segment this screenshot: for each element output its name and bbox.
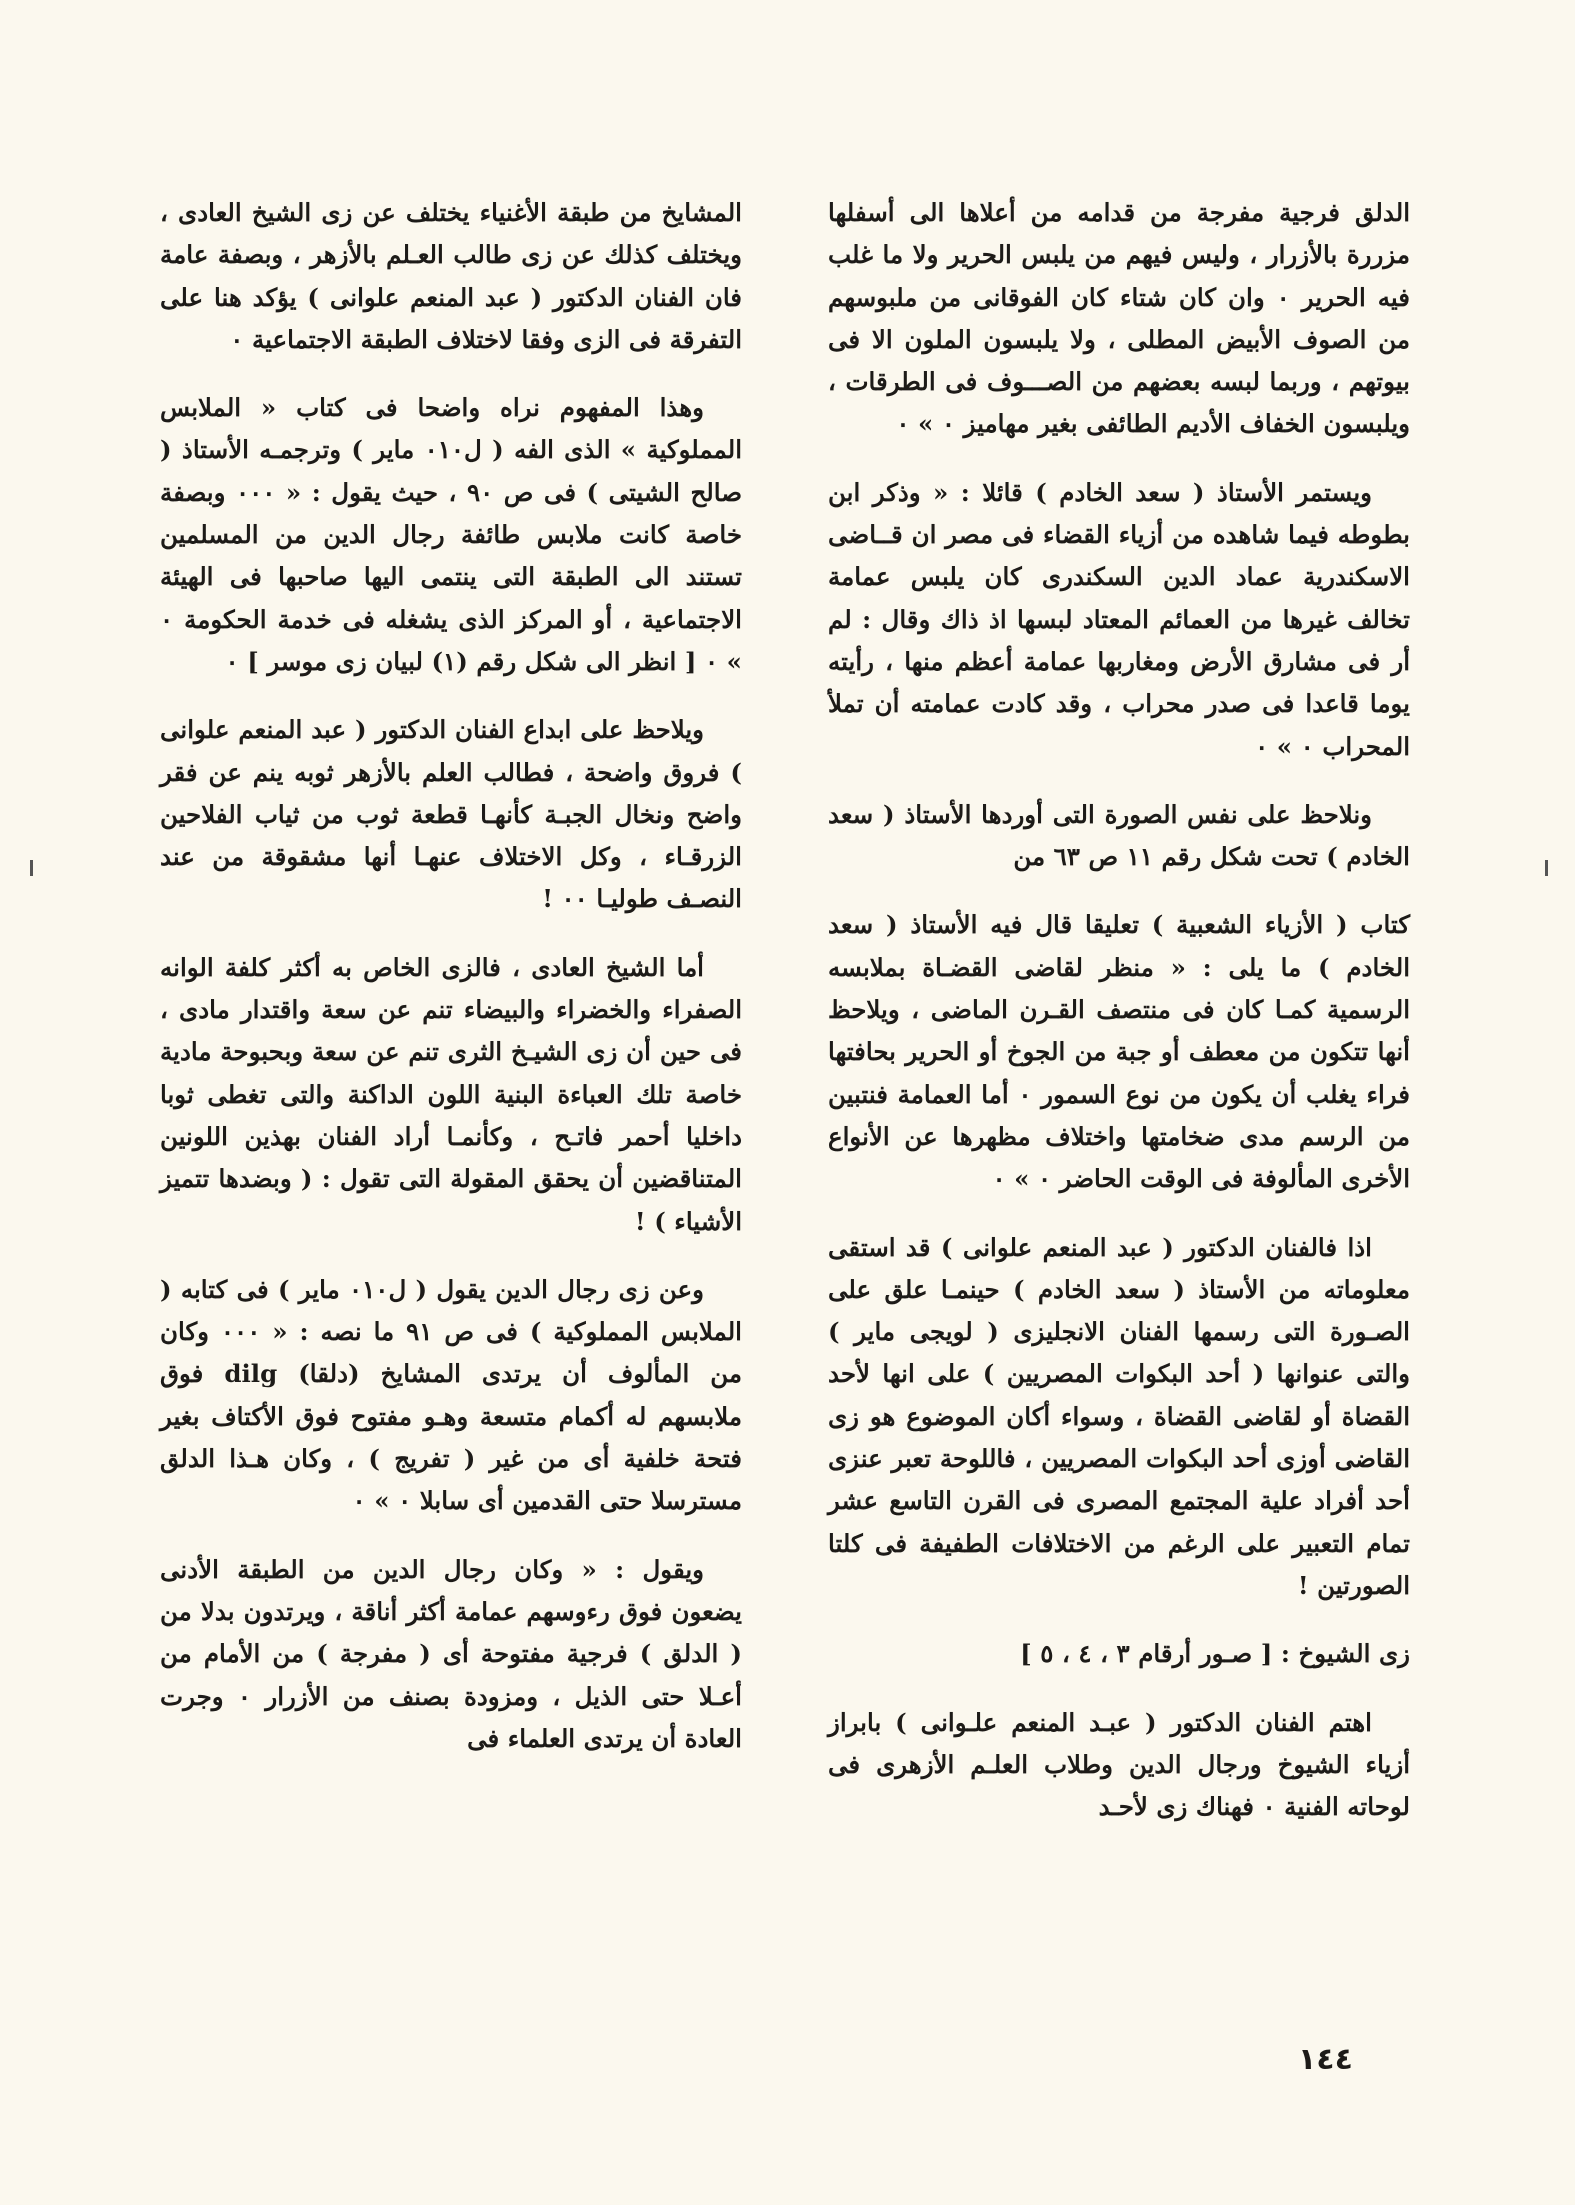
paragraph: ويقول : « وكان رجال الدين من الطبقة الأدنى يضعون فوق رءوسهم عمامة أكثر أناقة ، ويرتدون بدلا من ( الدلق ) فرجية مفتوحة أى ( مفرجة ) من الأمام من أعـلا حتى الذيل ، ومزودة بصنف من الأزرار ٠ وجرت العادة أن يرتدى العلماء فى [160, 1554, 742, 1753]
paragraph: أما الشيخ العادى ، فالزى الخاص به أكثر كلفة الوانه الصفراء والخضراء والبيضاء تنم عن سعة واقتدار مادى ، فى حين أن زى الشيـخ الثرى تنم عن سعة وبحبوحة مادية خاصة تلك العباءة البنية اللون الداكنة والتى تغطى ثوبا داخليا أحمر فاتـح ، وكأنمـا أراد الفنان بهذين اللونين المتناقضين أن يحقق المقولة التى تقول : ( وبضدها تتميز الأشياء ) ! [160, 952, 742, 1236]
paragraph: اهتم الفنان الدكتور ( عبـد المنعم علـوانى ) بابراز أزياء الشيوخ ورجال الدين وطلاب العلـم الأزهرى فى لوحاته الفنية ٠ فهناك زى لأحـد [828, 1707, 1410, 1822]
left-column [160, 192, 742, 1786]
paragraph: ويلاحظ على ابداع الفنان الدكتور ( عبد المنعم علوانى ) فروق واضحة ، فطالب العلم بالأزهر ثوبه ينم عن فقر واضح ونخال الجبـة كأنهـا قطعة ثوب من ثياب الفلاحين الزرقـاء ، وكل الاختلاف عنهـا أنها مشقوقة من عند النصـف طوليـا ٠٠ ! [160, 715, 742, 914]
paragraph: اذا فالفنان الدكتور ( عبد المنعم علوانى ) قد استقى معلوماته من الأستاذ ( سعد الخادم ) حينمـا علق على الصـورة التى رسمها الفنان الانجليزى ( لويجى ماير ) والتى عنوانها ( أحد البكوات المصريين ) على انها لأحد القضاة أو لقاضى القضاة ، وسواء أكان الموضوع هو زى القاضى أوزى أحد البكوات المصريين ، فاللوحة تعبر عنزى أحد أفراد علية المجتمع المصرى فى القرن التاسع عشر تمام التعبير على الرغم من الاختلافات الطفيفة فى كلتا الصورتين ! [828, 1232, 1410, 1600]
paragraph: وعن زى رجال الدين يقول ( ل٠١٠ ماير ) فى كتابه ( الملابس المملوكية ) فى ص ٩١ ما نصه : « ٠٠٠ وكان من المألوف أن يرتدى المشايخ (دلقا) dilg فوق ملابسهم له أكمام متسعة وهـو مفتوح فوق الأكتاف بغير فتحة خلفية أى من غير ( تفريج ) ، وكان هـذا الدلق مسترسلا حتى القدمين أى سابلا ٠ » ٠ [160, 1274, 742, 1516]
paragraph: المشايخ من طبقة الأغنياء يختلف عن زى الشيخ العادى ، ويختلف كذلك عن زى طالب العـلم بالأزهر ، وبصفة عامة فان الفنان الدكتور ( عبد المنعم علوانى ) يؤكد هنا على التفرقة فى الزى وفقا لاختلاف الطبقة الاجتماعية ٠ [160, 198, 742, 354]
margin-mark [1545, 860, 1548, 876]
right-column [828, 192, 1410, 1854]
page-number: ١٤٤ [1298, 2042, 1353, 2077]
paragraph: كتاب ( الأزياء الشعبية ) تعليقا قال فيه الأستاذ ( سعد الخادم ) ما يلى : « منظر لقاضى القضـاة بملابسه الرسمية كمـا كان فى منتصف القـرن الماضى ، ويلاحظ أنها تتكون من معطف أو جبة من الجوخ أو الحرير بحافتها فراء يغلب أن يكون من نوع السمور ٠ أما العمامة فنتبين من الرسم مدى ضخامتها واختلاف مظهرها عن الأنواع الأخرى المألوفة فى الوقت الحاضر ٠ » ٠ [828, 910, 1410, 1194]
paragraph: ونلاحظ على نفس الصورة التى أوردها الأستاذ ( سعد الخادم ) تحت شكل رقم ١١ ص ٦٣ من [828, 799, 1410, 872]
margin-mark [30, 860, 33, 876]
section-heading: زى الشيوخ : [ صـور أرقام ٣ ، ٤ ، ٥ ] [1020, 1639, 1410, 1669]
paragraph: الدلق فرجية مفرجة من قدامه من أعلاها الى أسفلها مزررة بالأزرار ، وليس فيهم من يلبس الحرير ولا ما غلب فيه الحرير ٠ وان كان شتاء كان الفوقانى من ملبوسهم من الصوف الأبيض المطلى ، ولا يلبسون الملون الا فى بيوتهم ، وربما لبسه بعضهم من الصـــوف فى الطرقات ، ويلبسون الخفاف الأديم الطائفى بغير مهاميز ٠ » ٠ [828, 198, 1410, 439]
paragraph: ويستمر الأستاذ ( سعد الخادم ) قائلا : « وذكر ابن بطوطه فيما شاهده من أزياء القضاء فى مصر ان قــاضى الاسكندرية عماد الدين السكندرى كان يلبس عمامة تخالف غيرها من العمائم المعتاد لبسها اذ ذاك وقال : لم أر فى مشارق الأرض ومغاربها عمامة أعظم منها ، رأيته يوما قاعدا فى صدر محراب ، وقد كادت عمامته أن تملأ المحراب ٠ » ٠ [828, 477, 1410, 761]
paragraph: وهذا المفهوم نراه واضحا فى كتاب « الملابس المملوكية » الذى الفه ( ل٠١٠ ماير ) وترجمـه الأستاذ ( صالح الشيتى ) فى ص ٩٠ ، حيث يقول : « ٠٠٠ وبصفة خاصة كانت ملابس طائفة رجال الدين من المسلمين تستند الى الطبقة التى ينتمى اليها صاحبها فى الهيئة الاجتماعية ، أو المركز الذى يشغله فى خدمة الحكومة ٠ » ٠ [ انظر الى شكل رقم (١) لبيان زى موسر ] ٠ [160, 393, 742, 676]
